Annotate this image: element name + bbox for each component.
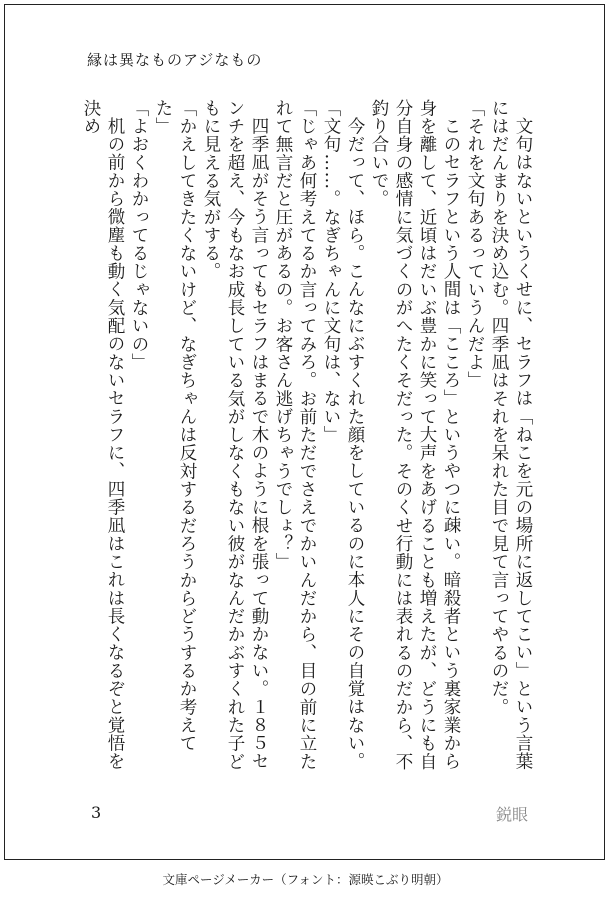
book-label: 鋭眼 (495, 805, 528, 824)
paragraph: このセラフという人間は「こころ」というやつに疎い。暗殺者という裏家業から身を離して、近頃はだいぶ豊かに笑って大声をあげることも増えたが、どうにも自分自身の感情に気づくのがへたくそだった。そのくせ行動には表れるのだから、不釣り合いで。 (369, 99, 461, 771)
running-title: 縁は異なものアジなもの (87, 51, 263, 69)
dialogue-line: 「じゃあ何考えてるか言ってみろ。お前ただでさえでかいんだから、目の前に立たれて無言だと圧があるの。お客さん逃げちゃうでしょ？」 (273, 99, 317, 771)
dialogue-line: 「文句……。なぎちゃんに文句は、ない」 (321, 99, 341, 444)
paragraph: 今だって、ほら。こんなにぶすくれた顔をしているのに本人にその自覚はない。 (345, 116, 365, 770)
footer-credit: 文庫ページメーカー（フォント：源暎こぶり明朝） (162, 872, 449, 887)
book-page (4, 4, 605, 860)
paragraph: 四季凪がそう言ってもセラフはまるで木のように根を張って動かない。１８５センチを超え、今もなお成長している気がしなくもない彼がなんだかぶすくれた子どもに見える気がする。 (201, 99, 269, 771)
paragraph: 机の前から微塵も動く気配のないセラフに、四季凪はこれは長くなるぞと覚悟を決め (81, 99, 125, 770)
dialogue-line: 「よおくわかってるじゃないの」 (129, 99, 149, 372)
paragraph: 文句はないというくせに、セラフは「ねこを元の場所に返してこい」という言葉にはだんまりを決め込む。四季凪はそれを呆れた目で見て言ってやるのだ。 (489, 99, 533, 770)
page-number: 3 (91, 803, 102, 822)
dialogue-line: 「かえしてきたくないけど、なぎちゃんは反対するだろうからどうするか考えてた」 (153, 99, 197, 753)
body-text (75, 99, 535, 779)
dialogue-line: 「それを文句あるっていうんだよ」 (465, 99, 485, 390)
